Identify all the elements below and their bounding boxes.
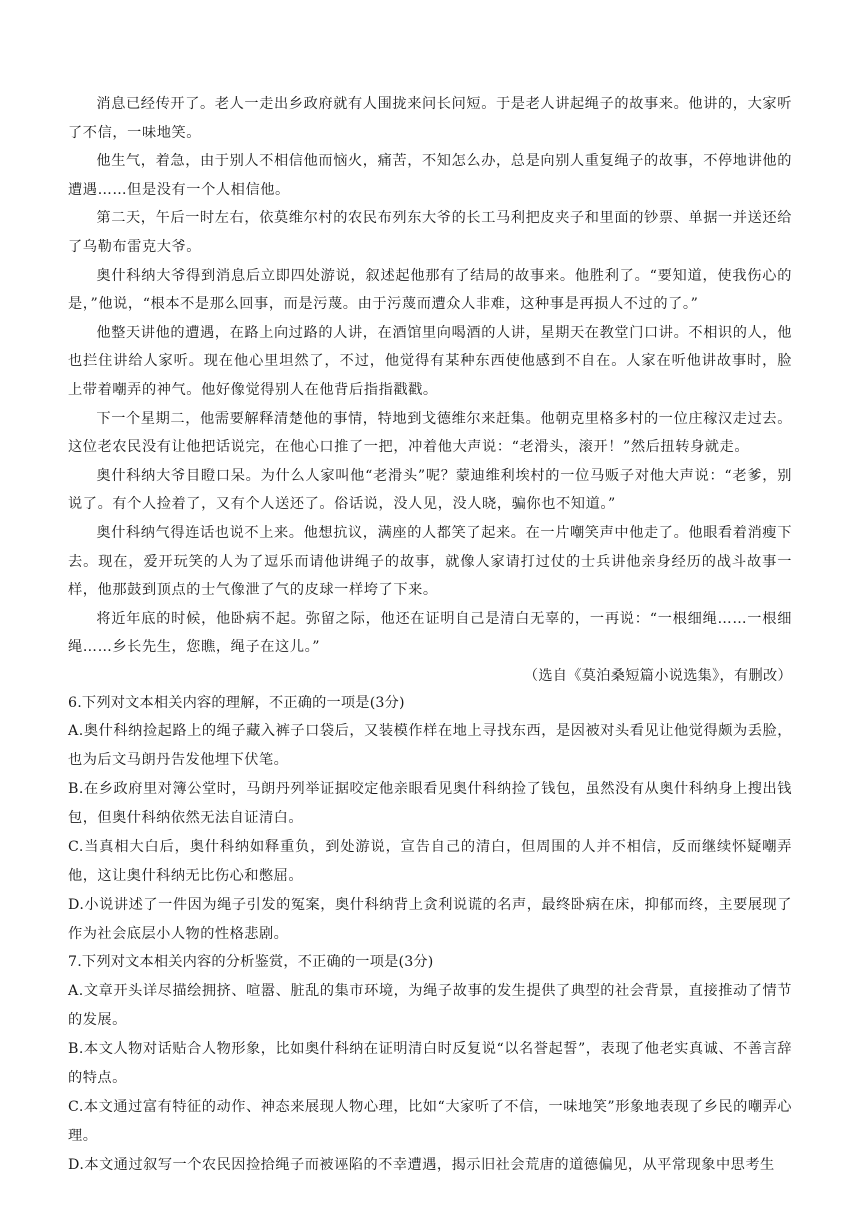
exam-page — [68, 90, 792, 1180]
story-paragraph: 下一个星期二，他需要解释清楚他的事情，特地到戈德维尔来赶集。他朝克里格多村的一位庄稼汉走过去。这位老农民没有让他把话说完，在他心口推了一把，冲着他大声说：“老滑头，滚开！”然后扭转身就走。 — [68, 410, 792, 456]
question-option-b: B.本文人物对话贴合人物形象，比如奥什科纳在证明清白时反复说“以名誉起誓”，表现了他老实真诚、不善言辞的特点。 — [68, 1041, 792, 1087]
question-option-a: A.奥什科纳捡起路上的绳子藏入裤子口袋后，又装模作样在地上寻找东西，是因被对头看见让他觉得颇为丢脸，也为后文马朗丹告发他埋下伏笔。 — [68, 723, 792, 769]
question-option-a: A.文章开头详尽描绘拥挤、喧嚣、脏乱的集市环境，为绳子故事的发生提供了典型的社会背景，直接推动了情节的发展。 — [68, 983, 792, 1029]
story-paragraph: 奥什科纳气得连话也说不上来。他想抗议，满座的人都笑了起来。在一片嘲笑声中他走了。他眼看着消瘦下去。现在，爱开玩笑的人为了逗乐而请他讲绳子的故事，就像人家请打过仗的士兵讲他亲身经历的战斗故事一样，他那鼓到顶点的士气像泄了气的皮球一样垮了下来。 — [68, 524, 792, 599]
story-paragraph: 他生气，着急，由于别人不相信他而恼火，痛苦，不知怎么办，总是向别人重复绳子的故事，不停地讲他的遭遇……但是没有一个人相信他。 — [68, 153, 792, 198]
story-body — [68, 90, 792, 690]
story-source-note: （选自《莫泊桑短篇小说选集》，有删改） — [523, 667, 792, 684]
question-option-d: D.小说讲述了一件因为绳子引发的冤案，奥什科纳背上贪利说谎的名声，最终卧病在床，抑郁而终，主要展现了作为社会底层小人物的性格悲剧。 — [68, 897, 792, 943]
question-option-c: C.本文通过富有特征的动作、神态来展现人物心理，比如“大家听了不信，一味地笑”形象地表现了乡民的嘲弄心理。 — [68, 1099, 792, 1145]
story-paragraph: 奥什科纳大爷得到消息后立即四处游说，叙述起他那有了结局的故事来。他胜利了。“要知道，使我伤心的是，”他说，“根本不是那么回事，而是污蔑。由于污蔑而遭众人非难，这种事是再损人不过的了。” — [68, 267, 792, 313]
question-option-d: D.本文通过叙写一个农民因捡拾绳子而被诬陷的不幸遭遇，揭示旧社会荒唐的道德偏见，从平常现象中思考生 — [68, 1157, 775, 1174]
question-6 — [68, 690, 792, 950]
story-paragraph: 他整天讲他的遭遇，在路上向过路的人讲，在酒馆里向喝酒的人讲，星期天在教堂门口讲。不相识的人，他也拦住讲给人家听。现在他心里坦然了，不过，他觉得有某种东西使他感到不自在。人家在听他讲故事时，脸上带着嘲弄的神气。他好像觉得别人在他背后指指戳戳。 — [68, 324, 792, 398]
question-7 — [68, 949, 792, 1180]
question-stem: 6.下列对文本相关内容的理解，不正确的一项是(3分) — [68, 694, 405, 711]
story-paragraph: 将近年底的时候，他卧病不起。弥留之际，他还在证明自己是清白无辜的，一再说：“一根细绳……一根细绳……乡长先生，您瞧，绳子在这儿。” — [68, 610, 792, 656]
story-paragraph: 奥什科纳大爷目瞪口呆。为什么人家叫他“老滑头”呢？蒙迪维利埃村的一位马贩子对他大声说：“老爹，别说了。有个人捡着了，又有个人送还了。俗话说，没人见，没人晓，骗你也不知道。” — [68, 467, 792, 513]
question-stem: 7.下列对文本相关内容的分析鉴赏，不正确的一项是(3分) — [68, 954, 434, 971]
question-option-c: C.当真相大白后，奥什科纳如释重负，到处游说，宣告自己的清白，但周围的人并不相信，反而继续怀疑嘲弄他，这让奥什科纳无比伤心和憋屈。 — [68, 839, 792, 885]
story-paragraph: 消息已经传开了。老人一走出乡政府就有人围拢来问长问短。于是老人讲起绳子的故事来。他讲的，大家听了不信，一味地笑。 — [68, 96, 792, 141]
question-option-b: B.在乡政府里对簿公堂时，马朗丹列举证据咬定他亲眼看见奥什科纳捡了钱包，虽然没有从奥什科纳身上搜出钱包，但奥什科纳依然无法自证清白。 — [68, 781, 792, 827]
story-paragraph: 第二天，午后一时左右，依莫维尔村的农民布列东大爷的长工马利把皮夹子和里面的钞票、单据一并送还给了乌勒布雷克大爷。 — [68, 210, 792, 255]
